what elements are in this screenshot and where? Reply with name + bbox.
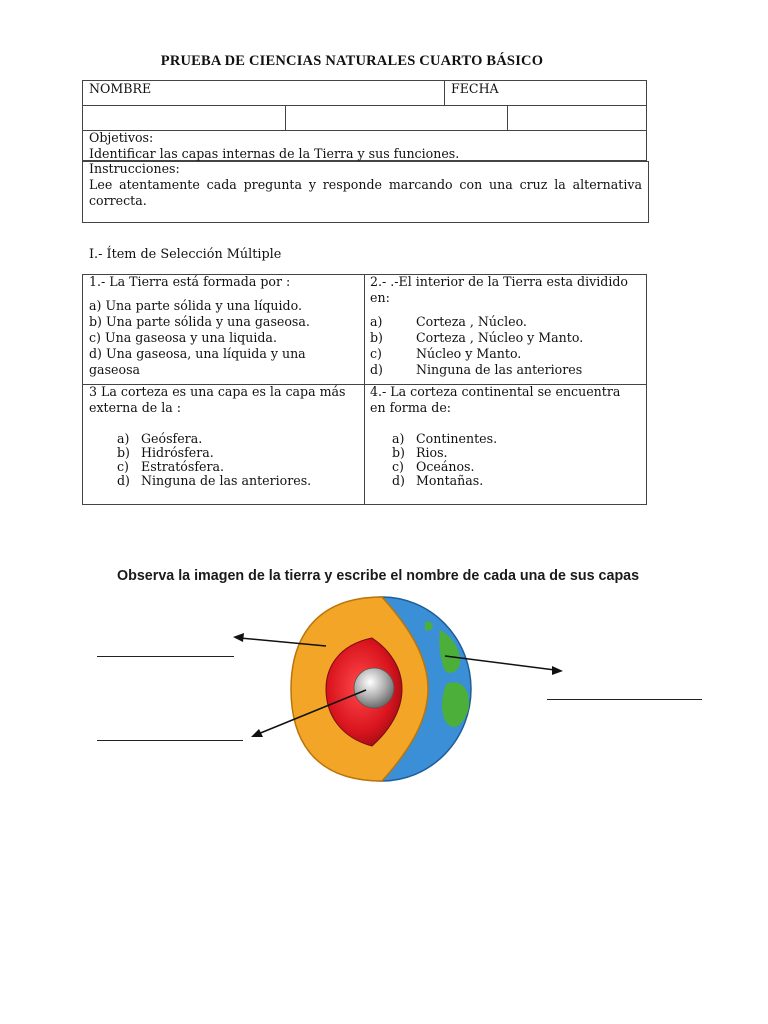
- option-1c[interactable]: c) Una gaseosa y una liquida.: [89, 330, 277, 345]
- question-4: [370, 384, 642, 488]
- option-3a[interactable]: a) Geósfera.: [117, 431, 203, 446]
- option-3b[interactable]: b) Hidrósfera.: [117, 445, 214, 460]
- inner-core-layer: [354, 668, 394, 708]
- date-label: FECHA: [451, 81, 499, 96]
- arrow-head-icon: [552, 666, 563, 675]
- question-prompt-continued: externa de la :: [89, 400, 182, 415]
- option-2d[interactable]: d) Ninguna de las anteriores: [370, 362, 583, 377]
- question-prompt: 1.- La Tierra está formada por :: [89, 274, 291, 289]
- question-prompt: 3 La corteza es una capa es la capa más: [89, 384, 346, 399]
- option-2b[interactable]: b) Corteza , Núcleo y Manto.: [370, 330, 584, 345]
- question-prompt-continued: en:: [370, 290, 390, 305]
- option-3c[interactable]: c) Estratósfera.: [117, 459, 224, 474]
- objectives-label: Objetivos:: [89, 130, 154, 145]
- questions-col-divider: [364, 274, 365, 505]
- question-prompt: 2.- .-El interior de la Tierra esta dividido: [370, 274, 629, 289]
- question-prompt: 4.- La corteza continental se encuentra: [370, 384, 621, 399]
- option-1d[interactable]: d) Una gaseosa, una líquida y una: [89, 346, 306, 361]
- option-2a[interactable]: a) Corteza , Núcleo.: [370, 314, 527, 329]
- header-row-divider: [82, 130, 647, 131]
- option-2c[interactable]: c) Núcleo y Manto.: [370, 346, 522, 361]
- course-field[interactable]: [286, 106, 506, 129]
- page-title: PRUEBA DE CIENCIAS NATURALES CUARTO BÁSICO: [160, 53, 544, 69]
- question-2: [370, 274, 642, 378]
- earth-layers-diagram: [0, 590, 768, 800]
- option-1a[interactable]: a) Una parte sólida y una líquido.: [89, 298, 302, 313]
- section-title: I.- Ítem de Selección Múltiple: [89, 247, 282, 262]
- option-4d[interactable]: d) Montañas.: [392, 473, 484, 488]
- option-4a[interactable]: a) Continentes.: [392, 431, 498, 446]
- instructions-text: Lee atentamente cada pregunta y responde marcando con una cruz la alternativa correcta.: [89, 177, 642, 208]
- name-label: NOMBRE: [89, 81, 152, 96]
- question-1: [89, 274, 359, 378]
- date-field[interactable]: [508, 106, 646, 129]
- option-1b[interactable]: b) Una parte sólida y una gaseosa.: [89, 314, 310, 329]
- option-3d[interactable]: d) Ninguna de las anteriores.: [117, 473, 312, 488]
- arrow-head-icon: [233, 633, 244, 642]
- question-3: [89, 384, 361, 488]
- instructions-label: Instrucciones:: [89, 161, 180, 176]
- option-4c[interactable]: c) Oceános.: [392, 459, 475, 474]
- option-4b[interactable]: b) Rios.: [392, 445, 448, 460]
- observe-instruction: Observa la imagen de la tierra y escribe el nombre de cada una de sus capas: [117, 568, 640, 584]
- option-1d-continued: gaseosa: [89, 362, 141, 377]
- objectives-text: Identificar las capas internas de la Tierra y sus funciones.: [89, 146, 460, 161]
- question-prompt-continued: en forma de:: [370, 400, 452, 415]
- name-field[interactable]: [83, 106, 284, 129]
